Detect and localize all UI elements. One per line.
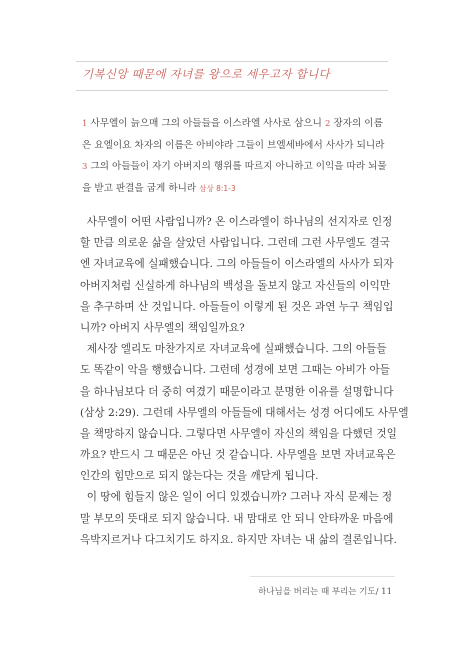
body-line: 말 부모의 뜻대로 되지 않습니다. 내 맘대로 안 되니 안타까운 마음에 (80, 512, 394, 525)
page-footer: 하나님을 버리는 때 부리는 기도/ 11 (258, 587, 392, 597)
verse-line (82, 135, 385, 157)
verse-text: 그의 아들들이 자기 아버지의 행위를 따르지 아니하고 이익을 따라 뇌물 (87, 161, 387, 173)
body-line: 도 똑같이 악을 행했습니다. 그런데 성경에 보면 그때는 아비가 아들 (80, 364, 390, 377)
body-line: 을 하나님보다 더 중히 여겼기 때문이라고 분명한 이유를 설명합니다 (80, 385, 394, 398)
body-line: 까요? 반드시 그 때문은 아닌 것 같습니다. 사무엘을 보면 자녀교육은 (80, 449, 396, 462)
verse-number: 1 (82, 119, 88, 129)
verse-text: 은 요엘이요 차자의 이름은 아비야라 그들이 브엘세바에서 사사가 되니라 (82, 139, 385, 151)
body-line: 제사장 엘리도 마찬가지로 자녀교육에 실패했습니다. 그의 아들들 (80, 343, 387, 356)
verse-line (82, 113, 382, 135)
body-line: 을 추구하며 산 것입니다. 아들들이 이렇게 된 것은 과연 누구 책임입 (80, 300, 394, 313)
footer-rule (250, 576, 395, 577)
verse-number: 2 (324, 119, 331, 129)
body-line: (삼상 2:29). 그런데 사무엘의 아들들에 대해서는 성경 어디에도 사무엘 (80, 406, 409, 419)
section-title: 기복신앙 때문에 자녀를 왕으로 세우고자 합니다 (82, 67, 330, 81)
body-line: 엔 자녀교육에 실패했습니다. 그의 아들들이 이스라엘의 사사가 되자 (80, 258, 394, 271)
body-text (80, 212, 409, 551)
title-bottom-rule (76, 90, 388, 91)
scripture-passage (82, 113, 387, 200)
body-line: 을 책망하지 않습니다. 그렇다면 사무엘이 자신의 책임을 다했던 것일 (80, 427, 397, 440)
verse-text: 을 받고 판결을 굽게 하니라 (82, 183, 200, 195)
verse-line (82, 156, 387, 178)
title-top-rule (76, 61, 388, 62)
body-line: 윽박지르거나 다그치기도 하지요. 하지만 자녀는 내 삶의 결론입니다. (80, 533, 397, 546)
verse-number: 3 (82, 162, 88, 173)
body-line: 사무엘이 어떤 사람입니까? 온 이스라엘이 하나님의 선지자로 인정 (80, 216, 393, 228)
verse-line (82, 178, 382, 200)
body-line: 이 땅에 힘들지 않은 일이 어디 있겠습니까? 그러나 자식 문제는 정 (80, 491, 393, 504)
verse-text: 장자의 이름 (330, 118, 383, 129)
body-line: 인간의 힘만으로 되지 않는다는 것을 깨닫게 됩니다. (80, 470, 319, 483)
scripture-reference: 삼상 8:1-3 (199, 184, 236, 194)
body-line: 아버지처럼 신실하게 하나님의 백성을 돌보지 않고 자신들의 이익만 (80, 279, 391, 292)
body-line: 할 만큼 의로운 삶을 살았던 사람입니다. 그런데 그런 사무엘도 결국 (80, 237, 390, 250)
verse-text: 사무엘이 늙으매 그의 아들들을 이스라엘 사사로 삼으니 (87, 118, 325, 129)
body-line: 니까? 아버지 사무엘의 책임일까요? (80, 321, 245, 334)
